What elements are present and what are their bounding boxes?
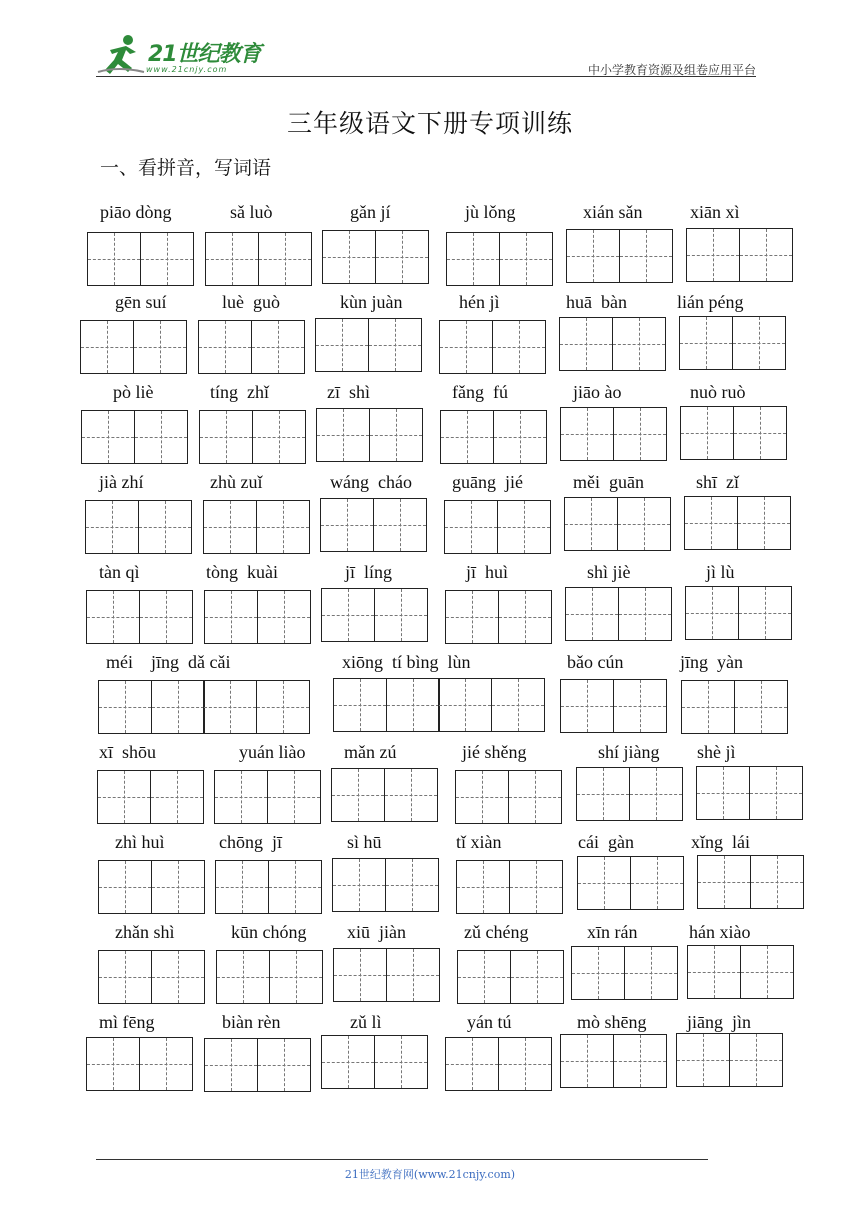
writing-cell[interactable] — [576, 767, 630, 821]
pinyin-label: bǎo cún — [567, 652, 624, 672]
writing-cell[interactable] — [565, 587, 619, 641]
pinyin-label: huā bàn — [566, 292, 627, 312]
pinyin-label: jì lù — [706, 562, 735, 582]
section-title: 一、看拼音，写词语 — [100, 157, 272, 179]
character-grid — [577, 856, 684, 910]
writing-cell[interactable] — [252, 410, 306, 464]
character-grid — [204, 590, 311, 644]
pinyin-label: yán tú — [467, 1012, 512, 1032]
writing-cell[interactable] — [257, 1038, 311, 1092]
character-grid — [316, 408, 423, 462]
writing-cell[interactable] — [384, 768, 438, 822]
pinyin-label: zhù zuǐ — [210, 472, 263, 492]
character-grid — [564, 497, 671, 551]
character-grid — [680, 406, 787, 460]
writing-cell[interactable] — [256, 500, 310, 554]
pinyin-label: zī shì — [327, 382, 370, 402]
character-grid — [457, 950, 564, 1004]
pinyin-label: mì fēng — [99, 1012, 155, 1032]
writing-cell[interactable] — [321, 1035, 375, 1089]
character-grid — [440, 410, 547, 464]
header-platform-text: 中小学教育资源及组卷应用平台 — [587, 63, 756, 77]
character-grid — [571, 946, 678, 1000]
character-grid — [199, 410, 306, 464]
header-divider — [96, 76, 756, 77]
footer-divider — [96, 1159, 708, 1160]
character-grid — [98, 860, 205, 914]
character-grid — [332, 858, 439, 912]
pinyin-label: cái gàn — [578, 832, 634, 852]
pinyin-label: mǎn zú — [344, 742, 397, 762]
character-grid — [576, 767, 683, 821]
writing-cell[interactable] — [624, 946, 678, 1000]
character-grid — [215, 860, 322, 914]
pinyin-label: pò liè — [113, 382, 154, 402]
writing-cell[interactable] — [139, 1037, 193, 1091]
writing-cell[interactable] — [139, 590, 193, 644]
pinyin-label: nuò ruò — [690, 382, 746, 402]
writing-cell[interactable] — [440, 410, 494, 464]
character-grid — [445, 590, 552, 644]
writing-cell[interactable] — [368, 318, 422, 372]
pinyin-label: shī zǐ — [696, 472, 739, 492]
character-grid — [87, 232, 194, 286]
writing-cell[interactable] — [732, 316, 786, 370]
writing-cell[interactable] — [375, 230, 429, 284]
pinyin-label: gēn suí — [115, 292, 167, 312]
writing-cell[interactable] — [684, 496, 738, 550]
writing-cell[interactable] — [749, 766, 803, 820]
writing-cell[interactable] — [571, 946, 625, 1000]
writing-cell[interactable] — [216, 950, 270, 1004]
pinyin-label: tǐ xiàn — [456, 832, 502, 852]
writing-cell[interactable] — [205, 232, 259, 286]
character-grid — [566, 229, 673, 283]
writing-cell[interactable] — [491, 678, 545, 732]
writing-cell[interactable] — [133, 320, 187, 374]
writing-cell[interactable] — [629, 767, 683, 821]
writing-cell[interactable] — [696, 766, 750, 820]
writing-cell[interactable] — [686, 228, 740, 282]
logo-url: www.21cnjy.com — [146, 65, 228, 74]
character-grid — [98, 680, 310, 734]
writing-cell[interactable] — [729, 1033, 783, 1087]
writing-cell[interactable] — [676, 1033, 730, 1087]
page-title: 三年级语文下册专项训练 — [286, 109, 573, 138]
writing-cell[interactable] — [199, 410, 253, 464]
writing-cell[interactable] — [331, 768, 385, 822]
writing-cell[interactable] — [445, 590, 499, 644]
writing-cell[interactable] — [258, 232, 312, 286]
character-grid — [321, 1035, 428, 1089]
writing-cell[interactable] — [619, 229, 673, 283]
writing-cell[interactable] — [560, 679, 614, 733]
writing-cell[interactable] — [321, 588, 375, 642]
writing-cell[interactable] — [251, 320, 305, 374]
writing-cell[interactable] — [269, 950, 323, 1004]
logo-text: 21世纪教育 — [148, 42, 261, 67]
character-grid — [214, 770, 321, 824]
writing-cell[interactable] — [138, 500, 192, 554]
writing-cell[interactable] — [446, 232, 500, 286]
pinyin-label: tòng kuài — [206, 562, 278, 582]
character-grid — [216, 950, 323, 1004]
writing-cell[interactable] — [98, 680, 152, 734]
character-grid — [320, 498, 427, 552]
pinyin-label: lián péng — [677, 292, 744, 312]
pinyin-label: shì jiè — [587, 562, 631, 582]
character-grid — [97, 770, 204, 824]
writing-cell[interactable] — [739, 228, 793, 282]
writing-cell[interactable] — [445, 1037, 499, 1091]
writing-cell[interactable] — [215, 860, 269, 914]
writing-cell[interactable] — [613, 1034, 667, 1088]
pinyin-label: kūn chóng — [231, 922, 307, 942]
pinyin-label: shè jì — [697, 742, 736, 762]
writing-cell[interactable] — [560, 407, 614, 461]
writing-cell[interactable] — [87, 232, 141, 286]
character-grid — [444, 500, 551, 554]
pinyin-label: xiū jiàn — [347, 922, 406, 942]
pinyin-label: měi guān — [573, 472, 644, 492]
writing-cell[interactable] — [734, 680, 788, 734]
footer-text: 21世纪教育网(www.21cnjy.com) — [344, 1168, 516, 1181]
character-grid — [81, 410, 188, 464]
character-grid — [322, 230, 429, 284]
pinyin-label: méi jīng dǎ cǎi — [106, 652, 231, 672]
writing-cell[interactable] — [560, 1034, 614, 1088]
character-grid — [198, 320, 305, 374]
character-grid — [331, 768, 438, 822]
character-grid — [333, 678, 545, 732]
character-grid — [85, 500, 192, 554]
pinyin-label: shí jiàng — [598, 742, 660, 762]
writing-cell[interactable] — [198, 320, 252, 374]
writing-cell[interactable] — [613, 407, 667, 461]
character-grid — [559, 317, 666, 371]
writing-cell[interactable] — [374, 1035, 428, 1089]
character-grid — [86, 590, 193, 644]
pinyin-label: jié shěng — [462, 742, 527, 762]
writing-cell[interactable] — [85, 500, 139, 554]
character-grid — [685, 586, 792, 640]
pinyin-label: mò shēng — [577, 1012, 647, 1032]
writing-cell[interactable] — [497, 500, 551, 554]
writing-cell[interactable] — [98, 860, 152, 914]
pinyin-label: jiāo ào — [573, 382, 622, 402]
pinyin-label: xī shōu — [99, 742, 157, 762]
writing-cell[interactable] — [613, 679, 667, 733]
writing-cell[interactable] — [97, 770, 151, 824]
writing-cell[interactable] — [386, 678, 440, 732]
pinyin-label: zǔ chéng — [464, 922, 529, 942]
pinyin-label: wáng cháo — [330, 472, 412, 492]
writing-cell[interactable] — [150, 770, 204, 824]
writing-cell[interactable] — [685, 586, 739, 640]
character-grid — [455, 770, 562, 824]
writing-cell[interactable] — [322, 230, 376, 284]
writing-cell[interactable] — [687, 945, 741, 999]
pinyin-label: piāo dòng — [100, 202, 172, 222]
writing-cell[interactable] — [617, 497, 671, 551]
pinyin-label: jīng yàn — [680, 652, 743, 672]
writing-cell[interactable] — [267, 770, 321, 824]
character-grid — [98, 950, 205, 1004]
pinyin-label: gǎn jí — [350, 202, 391, 222]
writing-cell[interactable] — [257, 590, 311, 644]
pinyin-label: guāng jié — [452, 472, 523, 492]
character-grid — [315, 318, 422, 372]
writing-cell[interactable] — [498, 1037, 552, 1091]
writing-cell[interactable] — [332, 858, 386, 912]
pinyin-label: jiāng jìn — [687, 1012, 751, 1032]
character-grid — [204, 1038, 311, 1092]
writing-cell[interactable] — [510, 950, 564, 1004]
writing-cell[interactable] — [134, 410, 188, 464]
writing-cell[interactable] — [612, 317, 666, 371]
writing-cell[interactable] — [456, 860, 510, 914]
writing-cell[interactable] — [256, 680, 310, 734]
writing-cell[interactable] — [333, 948, 387, 1002]
pinyin-label: jià zhí — [99, 472, 144, 492]
writing-cell[interactable] — [493, 410, 547, 464]
writing-cell[interactable] — [679, 316, 733, 370]
writing-cell[interactable] — [204, 590, 258, 644]
writing-cell[interactable] — [268, 860, 322, 914]
pinyin-label: jī líng — [345, 562, 393, 582]
character-grid — [439, 320, 546, 374]
writing-cell[interactable] — [457, 950, 511, 1004]
writing-cell[interactable] — [680, 406, 734, 460]
writing-cell[interactable] — [203, 500, 257, 554]
character-grid — [565, 587, 672, 641]
writing-cell[interactable] — [214, 770, 268, 824]
character-grid — [676, 1033, 783, 1087]
writing-cell[interactable] — [386, 948, 440, 1002]
writing-cell[interactable] — [618, 587, 672, 641]
pinyin-label: hán xiào — [689, 922, 751, 942]
writing-cell[interactable] — [320, 498, 374, 552]
writing-cell[interactable] — [98, 950, 152, 1004]
character-grid — [333, 948, 440, 1002]
writing-cell[interactable] — [498, 590, 552, 644]
pinyin-label: jī huì — [466, 562, 509, 582]
writing-cell[interactable] — [733, 406, 787, 460]
writing-cell[interactable] — [385, 858, 439, 912]
writing-cell[interactable] — [630, 856, 684, 910]
writing-cell[interactable] — [750, 855, 804, 909]
writing-cell[interactable] — [151, 680, 205, 734]
writing-cell[interactable] — [681, 680, 735, 734]
character-grid — [446, 232, 553, 286]
character-grid — [203, 500, 310, 554]
character-grid — [560, 407, 667, 461]
writing-cell[interactable] — [333, 678, 387, 732]
writing-cell[interactable] — [80, 320, 134, 374]
pinyin-label: xǐng lái — [691, 832, 750, 852]
pinyin-label: zhì huì — [115, 832, 165, 852]
pinyin-label: zǔ lì — [350, 1012, 382, 1032]
pinyin-label: xiān xì — [690, 202, 740, 222]
writing-cell[interactable] — [559, 317, 613, 371]
character-grid — [80, 320, 187, 374]
pinyin-label: chōng jī — [219, 832, 282, 852]
pinyin-label: fǎng fú — [452, 382, 508, 402]
writing-cell[interactable] — [439, 320, 493, 374]
writing-cell[interactable] — [566, 229, 620, 283]
pinyin-label: biàn rèn — [222, 1012, 281, 1032]
writing-cell[interactable] — [737, 496, 791, 550]
pinyin-label: xián sǎn — [583, 202, 643, 222]
pinyin-label: zhǎn shì — [115, 922, 175, 942]
writing-cell[interactable] — [151, 860, 205, 914]
pinyin-label: tàn qì — [99, 562, 140, 582]
character-grid — [696, 766, 803, 820]
writing-cell[interactable] — [374, 588, 428, 642]
pinyin-label: sì hū — [347, 832, 382, 852]
writing-cell[interactable] — [499, 232, 553, 286]
writing-cell[interactable] — [508, 770, 562, 824]
character-grid — [321, 588, 428, 642]
pinyin-label: yuán liào — [239, 742, 306, 762]
writing-cell[interactable] — [315, 318, 369, 372]
pinyin-label: tíng zhǐ — [210, 382, 269, 402]
writing-cell[interactable] — [438, 678, 492, 732]
character-grid — [697, 855, 804, 909]
writing-cell[interactable] — [81, 410, 135, 464]
runner-logo-icon — [96, 32, 148, 78]
character-grid — [445, 1037, 552, 1091]
writing-cell[interactable] — [738, 586, 792, 640]
pinyin-label: hén jì — [459, 292, 500, 312]
writing-cell[interactable] — [509, 860, 563, 914]
writing-cell[interactable] — [203, 680, 257, 734]
writing-cell[interactable] — [697, 855, 751, 909]
pinyin-label: luè guò — [222, 292, 280, 312]
writing-cell[interactable] — [151, 950, 205, 1004]
pinyin-label: kùn juàn — [340, 292, 403, 312]
character-grid — [560, 679, 667, 733]
character-grid — [681, 680, 788, 734]
writing-cell[interactable] — [86, 1037, 140, 1091]
character-grid — [687, 945, 794, 999]
writing-cell[interactable] — [373, 498, 427, 552]
character-grid — [686, 228, 793, 282]
character-grid — [456, 860, 563, 914]
pinyin-label: xiōng tí bìng lùn — [342, 652, 471, 672]
pinyin-label: xīn rán — [587, 922, 638, 942]
character-grid — [679, 316, 786, 370]
character-grid — [684, 496, 791, 550]
character-grid — [86, 1037, 193, 1091]
writing-cell[interactable] — [564, 497, 618, 551]
writing-cell[interactable] — [740, 945, 794, 999]
writing-cell[interactable] — [444, 500, 498, 554]
pinyin-label: sǎ luò — [230, 202, 273, 222]
writing-cell[interactable] — [369, 408, 423, 462]
writing-cell[interactable] — [140, 232, 194, 286]
writing-cell[interactable] — [492, 320, 546, 374]
character-grid — [560, 1034, 667, 1088]
writing-cell[interactable] — [577, 856, 631, 910]
logo — [96, 32, 266, 78]
pinyin-label: jù lǒng — [465, 202, 516, 222]
writing-cell[interactable] — [455, 770, 509, 824]
writing-cell[interactable] — [316, 408, 370, 462]
writing-cell[interactable] — [86, 590, 140, 644]
writing-cell[interactable] — [204, 1038, 258, 1092]
character-grid — [205, 232, 312, 286]
